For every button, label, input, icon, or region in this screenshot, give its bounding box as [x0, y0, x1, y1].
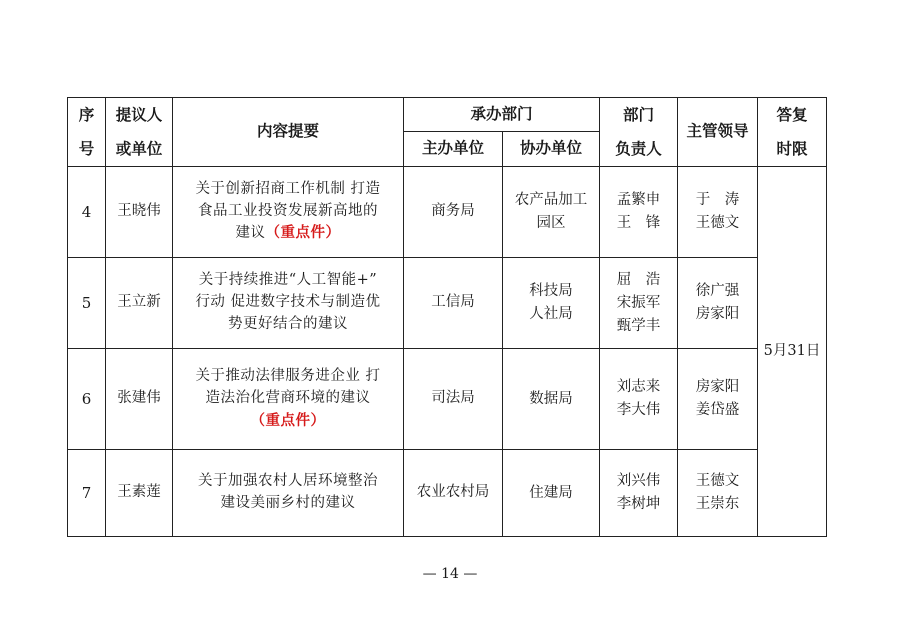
- key-item-tag: （重点件）: [250, 411, 326, 429]
- header-leader: 主管领导: [678, 98, 758, 167]
- row-dept-heads: 屈 浩 宋振军 甄学丰: [600, 258, 678, 349]
- header-undertake: 承办部门: [404, 98, 600, 132]
- row-assist: 数据局: [503, 349, 600, 450]
- row-dept-heads: 刘兴伟 李树坤: [600, 450, 678, 537]
- row-proposer: 王立新: [106, 258, 173, 349]
- row-leaders: 王德文 王崇东: [678, 450, 758, 537]
- header-host: 主办单位: [404, 132, 503, 167]
- header-seq: 序 号: [68, 98, 106, 167]
- row-number: 6: [68, 349, 106, 450]
- table-row: [68, 258, 827, 349]
- header-content: 内容提要: [173, 98, 404, 167]
- row-dept-heads: 刘志来 李大伟: [600, 349, 678, 450]
- row-assist: 科技局 人社局: [503, 258, 600, 349]
- header-deadline: 答复 时限: [758, 98, 827, 167]
- row-content: 关于持续推进“人工智能+” 行动 促进数字技术与制造优 势更好结合的建议: [173, 258, 404, 349]
- row-number: 5: [68, 258, 106, 349]
- header-assist: 协办单位: [503, 132, 600, 167]
- row-host: 农业农村局: [404, 450, 503, 537]
- header-dept-head: 部门 负责人: [600, 98, 678, 167]
- header-proposer: 提议人 或单位: [106, 98, 173, 167]
- row-assist: 农产品加工 园区: [503, 167, 600, 258]
- row-proposer: 王素莲: [106, 450, 173, 537]
- row-proposer: 王晓伟: [106, 167, 173, 258]
- row-host: 工信局: [404, 258, 503, 349]
- page-number: — 14 —: [422, 566, 478, 582]
- table-row: [68, 450, 827, 537]
- row-content: 关于创新招商工作机制 打造 食品工业投资发展新高地的 建议（重点件）: [173, 167, 404, 258]
- row-content: 关于推动法律服务进企业 打 造法治化营商环境的建议 （重点件）: [173, 349, 404, 450]
- table-row: [68, 349, 827, 450]
- proposal-table: [67, 97, 827, 537]
- row-number: 7: [68, 450, 106, 537]
- row-leaders: 于 涛 王德文: [678, 167, 758, 258]
- row-content: 关于加强农村人居环境整治 建设美丽乡村的建议: [173, 450, 404, 537]
- deadline-cell: 5月31日: [758, 167, 827, 537]
- row-number: 4: [68, 167, 106, 258]
- row-host: 商务局: [404, 167, 503, 258]
- row-leaders: 徐广强 房家阳: [678, 258, 758, 349]
- row-leaders: 房家阳 姜岱盛: [678, 349, 758, 450]
- table-row: [68, 167, 827, 258]
- row-dept-heads: 孟繁申 王 锋: [600, 167, 678, 258]
- row-proposer: 张建伟: [106, 349, 173, 450]
- row-assist: 住建局: [503, 450, 600, 537]
- key-item-tag: （重点件）: [265, 224, 341, 242]
- row-host: 司法局: [404, 349, 503, 450]
